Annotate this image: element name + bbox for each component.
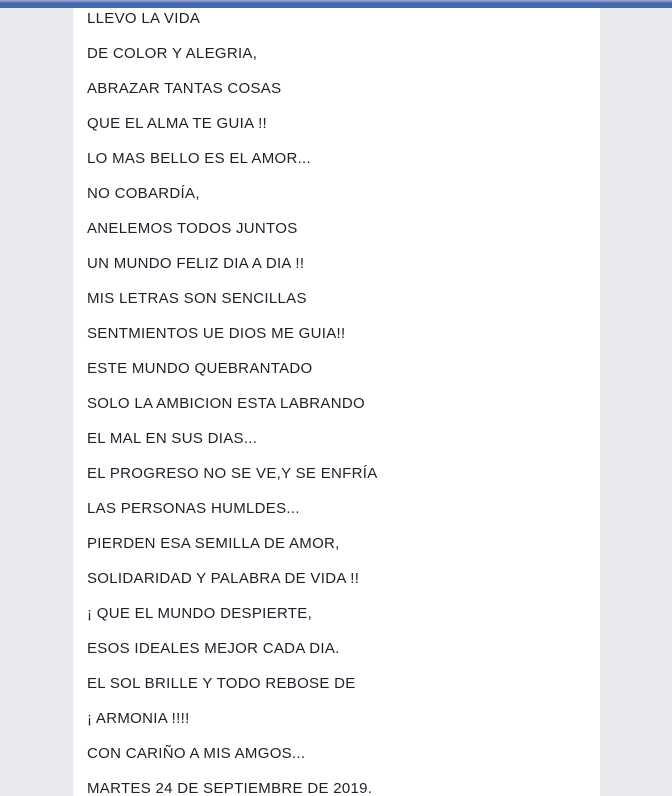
poem-line: EL PROGRESO NO SE VE,Y SE ENFRÍA — [87, 465, 378, 482]
poem-line: SENTMIENTOS UE DIOS ME GUIA!! — [87, 325, 346, 342]
poem-line: NO COBARDÍA, — [87, 185, 200, 202]
poem-line: ¡ ARMONIA !!!! — [87, 710, 190, 727]
poem-line: UN MUNDO FELIZ DIA A DIA !! — [87, 255, 305, 272]
poem-line: SOLO LA AMBICION ESTA LABRANDO — [87, 395, 365, 412]
post-card — [73, 8, 600, 796]
poem-line: ANELEMOS TODOS JUNTOS — [87, 220, 298, 237]
left-gutter — [0, 8, 73, 796]
poem-line: ABRAZAR TANTAS COSAS — [87, 80, 282, 97]
poem-line: PIERDEN ESA SEMILLA DE AMOR, — [87, 535, 340, 552]
poem-line: MARTES 24 DE SEPTIEMBRE DE 2019. — [87, 780, 373, 796]
poem-line: CON CARIÑO A MIS AMGOS... — [87, 745, 306, 762]
poem-line: QUE EL ALMA TE GUIA !! — [87, 115, 268, 132]
poem-line: ESOS IDEALES MEJOR CADA DIA. — [87, 640, 340, 657]
poem-line: ESTE MUNDO QUEBRANTADO — [87, 360, 313, 377]
poem-line: LLEVO LA VIDA — [87, 10, 201, 27]
poem-line: ¡ QUE EL MUNDO DESPIERTE, — [87, 605, 313, 622]
poem-text — [87, 8, 586, 796]
poem-line: SOLIDARIDAD Y PALABRA DE VIDA !! — [87, 570, 360, 587]
poem-line: EL MAL EN SUS DIAS... — [87, 430, 258, 447]
poem-line: LO MAS BELLO ES EL AMOR... — [87, 150, 311, 167]
poem-line: DE COLOR Y ALEGRIA, — [87, 45, 258, 62]
right-gutter — [600, 8, 672, 796]
poem-line: LAS PERSONAS HUMLDES... — [87, 500, 300, 517]
app-header-bar — [0, 0, 672, 8]
poem-line: MIS LETRAS SON SENCILLAS — [87, 290, 307, 307]
poem-line: EL SOL BRILLE Y TODO REBOSE DE — [87, 675, 356, 692]
